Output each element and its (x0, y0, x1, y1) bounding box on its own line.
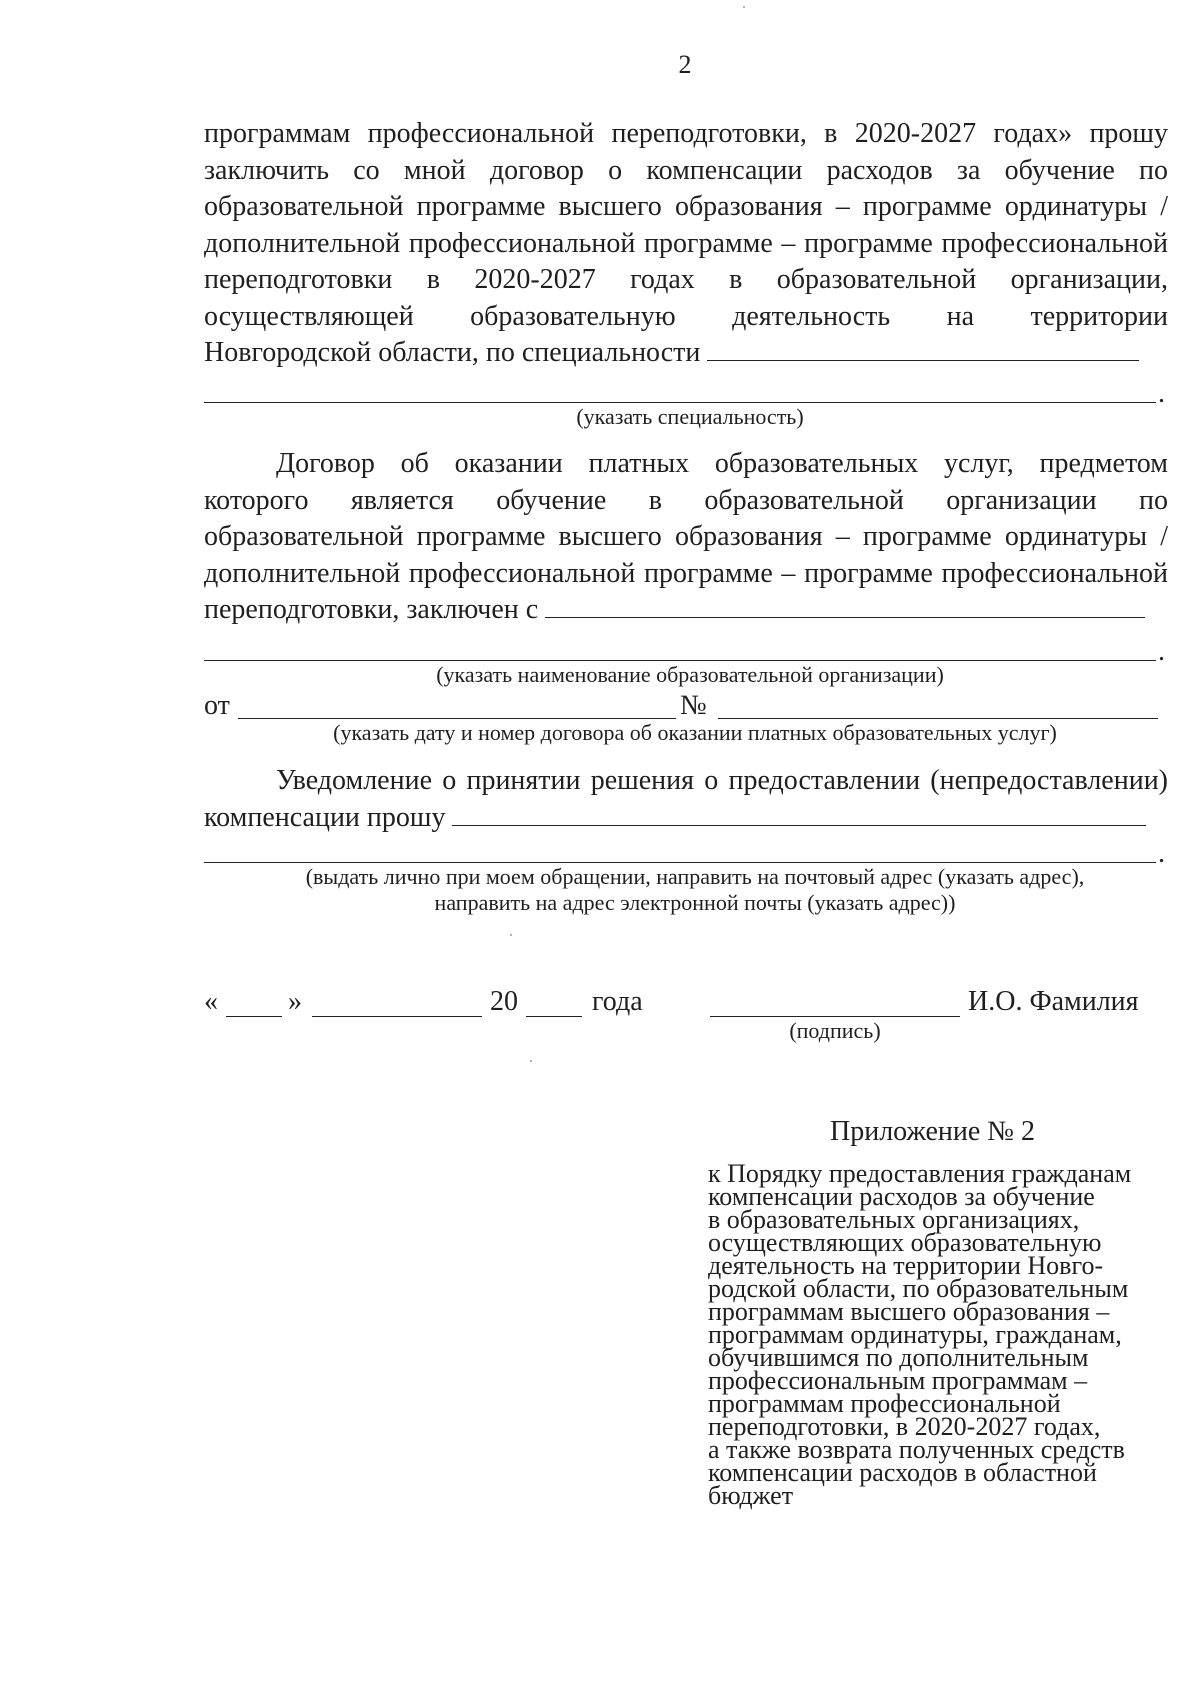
appendix-title: Приложение № 2 (830, 1116, 1035, 1147)
appendix-line: программам ординатуры, гражданам, (708, 1320, 1122, 1349)
appendix-line: обучившимся по дополнительным (708, 1343, 1089, 1372)
paragraph-line: переподготовки в 2020-2027 годах в образовательной организации, (204, 264, 1168, 295)
appendix-description (708, 1159, 1178, 1510)
paragraph-line (204, 335, 1168, 372)
paragraph-line: которого является обучение в образовательной организации по (204, 484, 1168, 516)
scan-speck (530, 1060, 532, 1062)
date-close-quote: » (288, 986, 302, 1017)
hint-specialty: (указать специальность) (576, 404, 804, 429)
appendix-line: осуществляющих образовательную (708, 1228, 1102, 1257)
scan-speck (743, 6, 745, 8)
specialty-blank[interactable] (707, 359, 1139, 361)
specialty-blank-continued[interactable] (204, 402, 1156, 403)
appendix-line: в образовательных организациях, (708, 1205, 1080, 1234)
date-open-quote: « (204, 986, 218, 1017)
notification-method-blank[interactable] (452, 824, 1146, 826)
notification-label: компенсации прошу (204, 801, 446, 833)
month-blank[interactable] (312, 1016, 482, 1017)
year-prefix: 20 (490, 986, 518, 1017)
scan-speck (510, 934, 512, 936)
paragraph-line (204, 592, 1168, 629)
appendix-line: профессиональным программам – (708, 1366, 1088, 1395)
paragraph-line: дополнительной профессиональной программе – программе профессиональной (204, 227, 1168, 259)
paragraph-contract (204, 446, 1168, 629)
paragraph-line: Уведомление о принятии решения о предоставлении (непредоставлении) (276, 765, 1168, 796)
organization-blank-continued[interactable] (204, 660, 1156, 661)
specialty-label: Новгородской области, по специальности (204, 337, 701, 368)
hint-signature: (подпись) (789, 1018, 881, 1043)
organization-blank[interactable] (545, 616, 1145, 618)
notification-method-blank-continued[interactable] (204, 862, 1156, 863)
hint-notification-2: направить на адрес электронной почты (указать адрес)) (434, 890, 956, 915)
contract-number-blank[interactable] (718, 718, 1158, 719)
paragraph-notification (204, 763, 1168, 836)
appendix-line: переподготовки, в 2020-2027 годах, (708, 1412, 1101, 1441)
paragraph-line: программам профессиональной переподготовки, в 2020-2027 годах» прошу (204, 118, 1168, 149)
appendix-line: программам профессиональной (708, 1389, 1061, 1418)
signature-blank[interactable] (710, 1016, 960, 1017)
appendix-line: компенсации расходов в областной (708, 1458, 1097, 1487)
paragraph-line: дополнительной профессиональной программе – программе профессиональной (204, 557, 1168, 589)
contract-with-label: переподготовки, заключен с (204, 594, 539, 625)
appendix-line: деятельность на территории Новго- (708, 1251, 1104, 1280)
page-number: 2 (678, 50, 692, 79)
year-blank[interactable] (526, 1016, 582, 1017)
hint-organization: (указать наименование образовательной организации) (436, 662, 944, 687)
from-label: от (204, 690, 230, 721)
appendix-line: а также возврата полученных средств (708, 1435, 1125, 1464)
year-suffix: года (592, 986, 643, 1017)
paragraph-request (204, 116, 1168, 372)
paragraph-line (204, 800, 1168, 837)
number-label: № (680, 690, 707, 721)
appendix-line: компенсации расходов за обучение (708, 1182, 1095, 1211)
paragraph-line: образовательной программе высшего образования – программе ординатуры / (204, 191, 1168, 222)
appendix-line: программам высшего образования – (708, 1297, 1110, 1326)
hint-notification-1: (выдать лично при моем обращении, направить на почтовый адрес (указать адрес), (305, 864, 1085, 889)
line-end-period: . (1158, 838, 1165, 869)
line-end-period: . (1158, 636, 1165, 667)
appendix-line: родской области, по образовательным (708, 1274, 1129, 1303)
paragraph-line: осуществляющей образовательную деятельность на территории (204, 300, 1168, 332)
paragraph-line: Договор об оказании платных образовательных услуг, предметом (276, 448, 1168, 479)
appendix-line: к Порядку предоставления гражданам (708, 1159, 1132, 1188)
paragraph-line: образовательной программе высшего образования – программе ординатуры / (204, 521, 1168, 552)
line-end-period: . (1158, 378, 1165, 409)
paragraph-line: заключить со мной договор о компенсации расходов за обучение по (204, 154, 1168, 186)
signatory-name: И.О. Фамилия (968, 986, 1139, 1017)
contract-date-blank[interactable] (238, 718, 676, 719)
day-blank[interactable] (226, 1016, 282, 1017)
appendix-line: бюджет (708, 1481, 794, 1510)
hint-contract-date-number: (указать дату и номер договора об оказании платных образовательных услуг) (333, 720, 1057, 745)
